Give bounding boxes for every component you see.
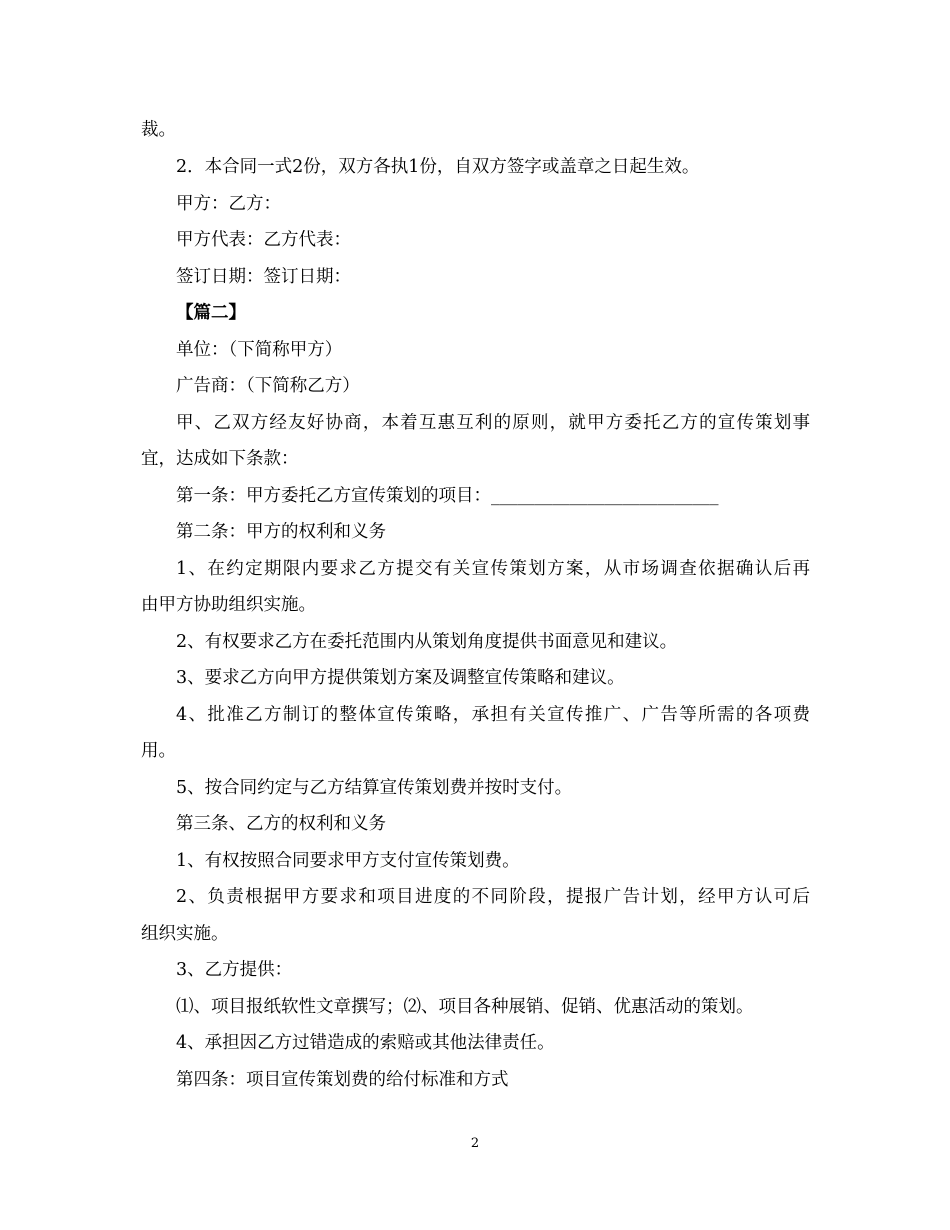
text-line: 第三条、乙方的权利和义务 [176,814,386,834]
text-line: 单位：（下简称甲方） [176,340,343,360]
text-line: 5、按合同约定与乙方结算宣传策划费并按时支付。 [176,778,573,798]
text-line: 签订日期：签订日期： [176,267,351,287]
text-line: 组织实施。 [141,924,229,944]
text-line: ⑴、项目报纸软性文章撰写；⑵、项目各种展销、促销、优惠活动的策划。 [176,997,754,1017]
text-line: 4、批准乙方制订的整体宣传策略，承担有关宣传推广、广告等所需的各项费 [176,705,810,725]
text-line: 第四条：项目宣传策划费的给付标准和方式 [176,1070,509,1090]
text-line: 甲、乙双方经友好协商，本着互惠互利的原则，就甲方委托乙方的宣传策划事 [176,413,810,433]
page-number: 2 [470,1136,480,1151]
section-heading: 【篇二】 [176,303,246,323]
text-line: 2、有权要求乙方在委托范围内从策划角度提供书面意见和建议。 [176,632,678,652]
text-line: 第二条：甲方的权利和义务 [176,522,386,542]
text-line: 3、乙方提供： [176,960,293,980]
text-line: 2、负责根据甲方要求和项目进度的不同阶段，提报广告计划，经甲方认可后 [176,887,810,907]
text-line: 由甲方协助组织实施。 [141,595,316,615]
text-line: 用。 [141,741,176,761]
text-line: 广告商：（下简称乙方） [176,376,360,396]
text-line: 2．本合同一式2份，双方各执1份，自双方签字或盖章之日起生效。 [176,157,700,177]
text-line: 宜，达成如下条款： [141,449,299,469]
text-line: 甲方代表：乙方代表： [176,230,351,250]
text-line: 第一条：甲方委托乙方宣传策划的项目：__________________________ [176,486,719,506]
text-line: 裁。 [141,120,176,140]
text-line: 甲方：乙方： [176,194,281,214]
text-line: 1、在约定期限内要求乙方提交有关宣传策划方案，从市场调查依据确认后再 [176,559,810,579]
text-line: 3、要求乙方向甲方提供策划方案及调整宣传策略和建议。 [176,668,625,688]
text-line: 4、承担因乙方过错造成的索赔或其他法律责任。 [176,1033,555,1053]
text-line: 1、有权按照合同要求甲方支付宣传策划费。 [176,851,520,871]
